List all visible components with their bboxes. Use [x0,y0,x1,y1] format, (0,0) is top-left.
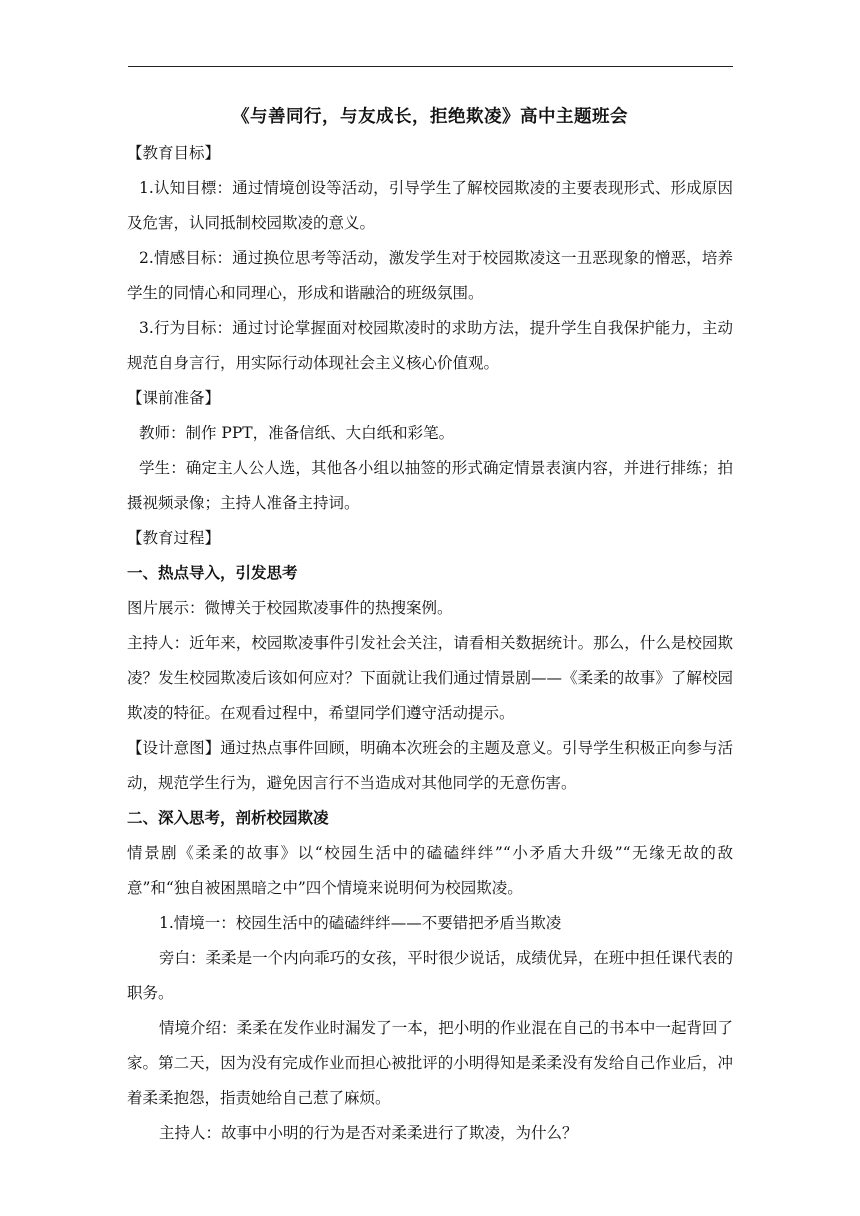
prep-student: 学生：确定主人公人选，其他各小组以抽签的形式确定情景表演内容，并进行排练；拍摄视频录像；主持人准备主持词。 [127,459,733,512]
goals-heading: 【教育目标】 [127,144,221,162]
section2-narration: 旁白：柔柔是一个内向乖巧的女孩，平时很少说话，成绩优异，在班中担任课代表的职务。 [127,949,733,1002]
goal-cognitive: 1.认知目標：通过情境创设等活动，引导学生了解校园欺凌的主要表现形式、形成原因及危害，认同抵制校园欺凌的意义。 [127,179,733,232]
section1-host: 主持人：近年来，校园欺凌事件引发社会关注，请看相关数据统计。那么，什么是校园欺凌？发生校园欺凌后该如何应对？下面就让我们通过情景剧——《柔柔的故事》了解校园欺凌的特征。在观看过程中，希望同学们遵守活动提示。 [127,634,733,722]
section1-picture: 图片展示：微博关于校园欺凌事件的热搜案例。 [127,599,453,617]
section2-situation: 情境介绍：柔柔在发作业时漏发了一本，把小明的作业混在自己的书本中一起背回了家。第二天，因为没有完成作业而担心被批评的小明得知是柔柔没有发给自己作业后，冲着柔柔抱怨，指责她给自己惹了麻烦。 [127,1019,733,1107]
goal-behavior: 3.行为目标：通过讨论掌握面对校园欺凌时的求助方法，提升学生自我保护能力，主动规范自身言行，用实际行动体现社会主义核心价值观。 [127,319,733,372]
process-heading: 【教育过程】 [127,529,221,547]
goal-emotional: 2.情感目标：通过换位思考等活动，激发学生对于校园欺凌这一丑恶现象的憎恶，培养学生的同情心和同理心，形成和谐融洽的班级氛围。 [127,249,733,302]
section1-design-intent: 【设计意图】通过热点事件回顾，明确本次班会的主题及意义。引导学生积极正向参与活动，规范学生行为，避免因言行不当造成对其他同学的无意伤害。 [127,739,733,792]
section1-title: 一、热点导入，引发思考 [127,564,298,582]
section2-title: 二、深入思考，剖析校园欺凌 [127,809,329,827]
prep-heading: 【课前准备】 [127,389,221,407]
section2-scene1: 1.情境一：校园生活中的磕磕绊绊——不要错把矛盾当欺凌 [159,914,562,932]
section2-intro: 情景剧《柔柔的故事》以“校园生活中的磕磕绊绊”“小矛盾大升级”“无缘无故的敌意”和“独自被困黑暗之中”四个情境来说明何为校园欺凌。 [127,844,733,897]
document-body [127,100,733,1151]
document-title: 《与善同行，与友成长，拒绝欺凌》高中主题班会 [232,107,628,127]
section2-host-question: 主持人：故事中小明的行为是否对柔柔进行了欺凌，为什么？ [159,1124,578,1142]
prep-teacher: 教师：制作 PPT，准备信纸、大白纸和彩笔。 [139,424,455,442]
header-rule [128,66,733,67]
